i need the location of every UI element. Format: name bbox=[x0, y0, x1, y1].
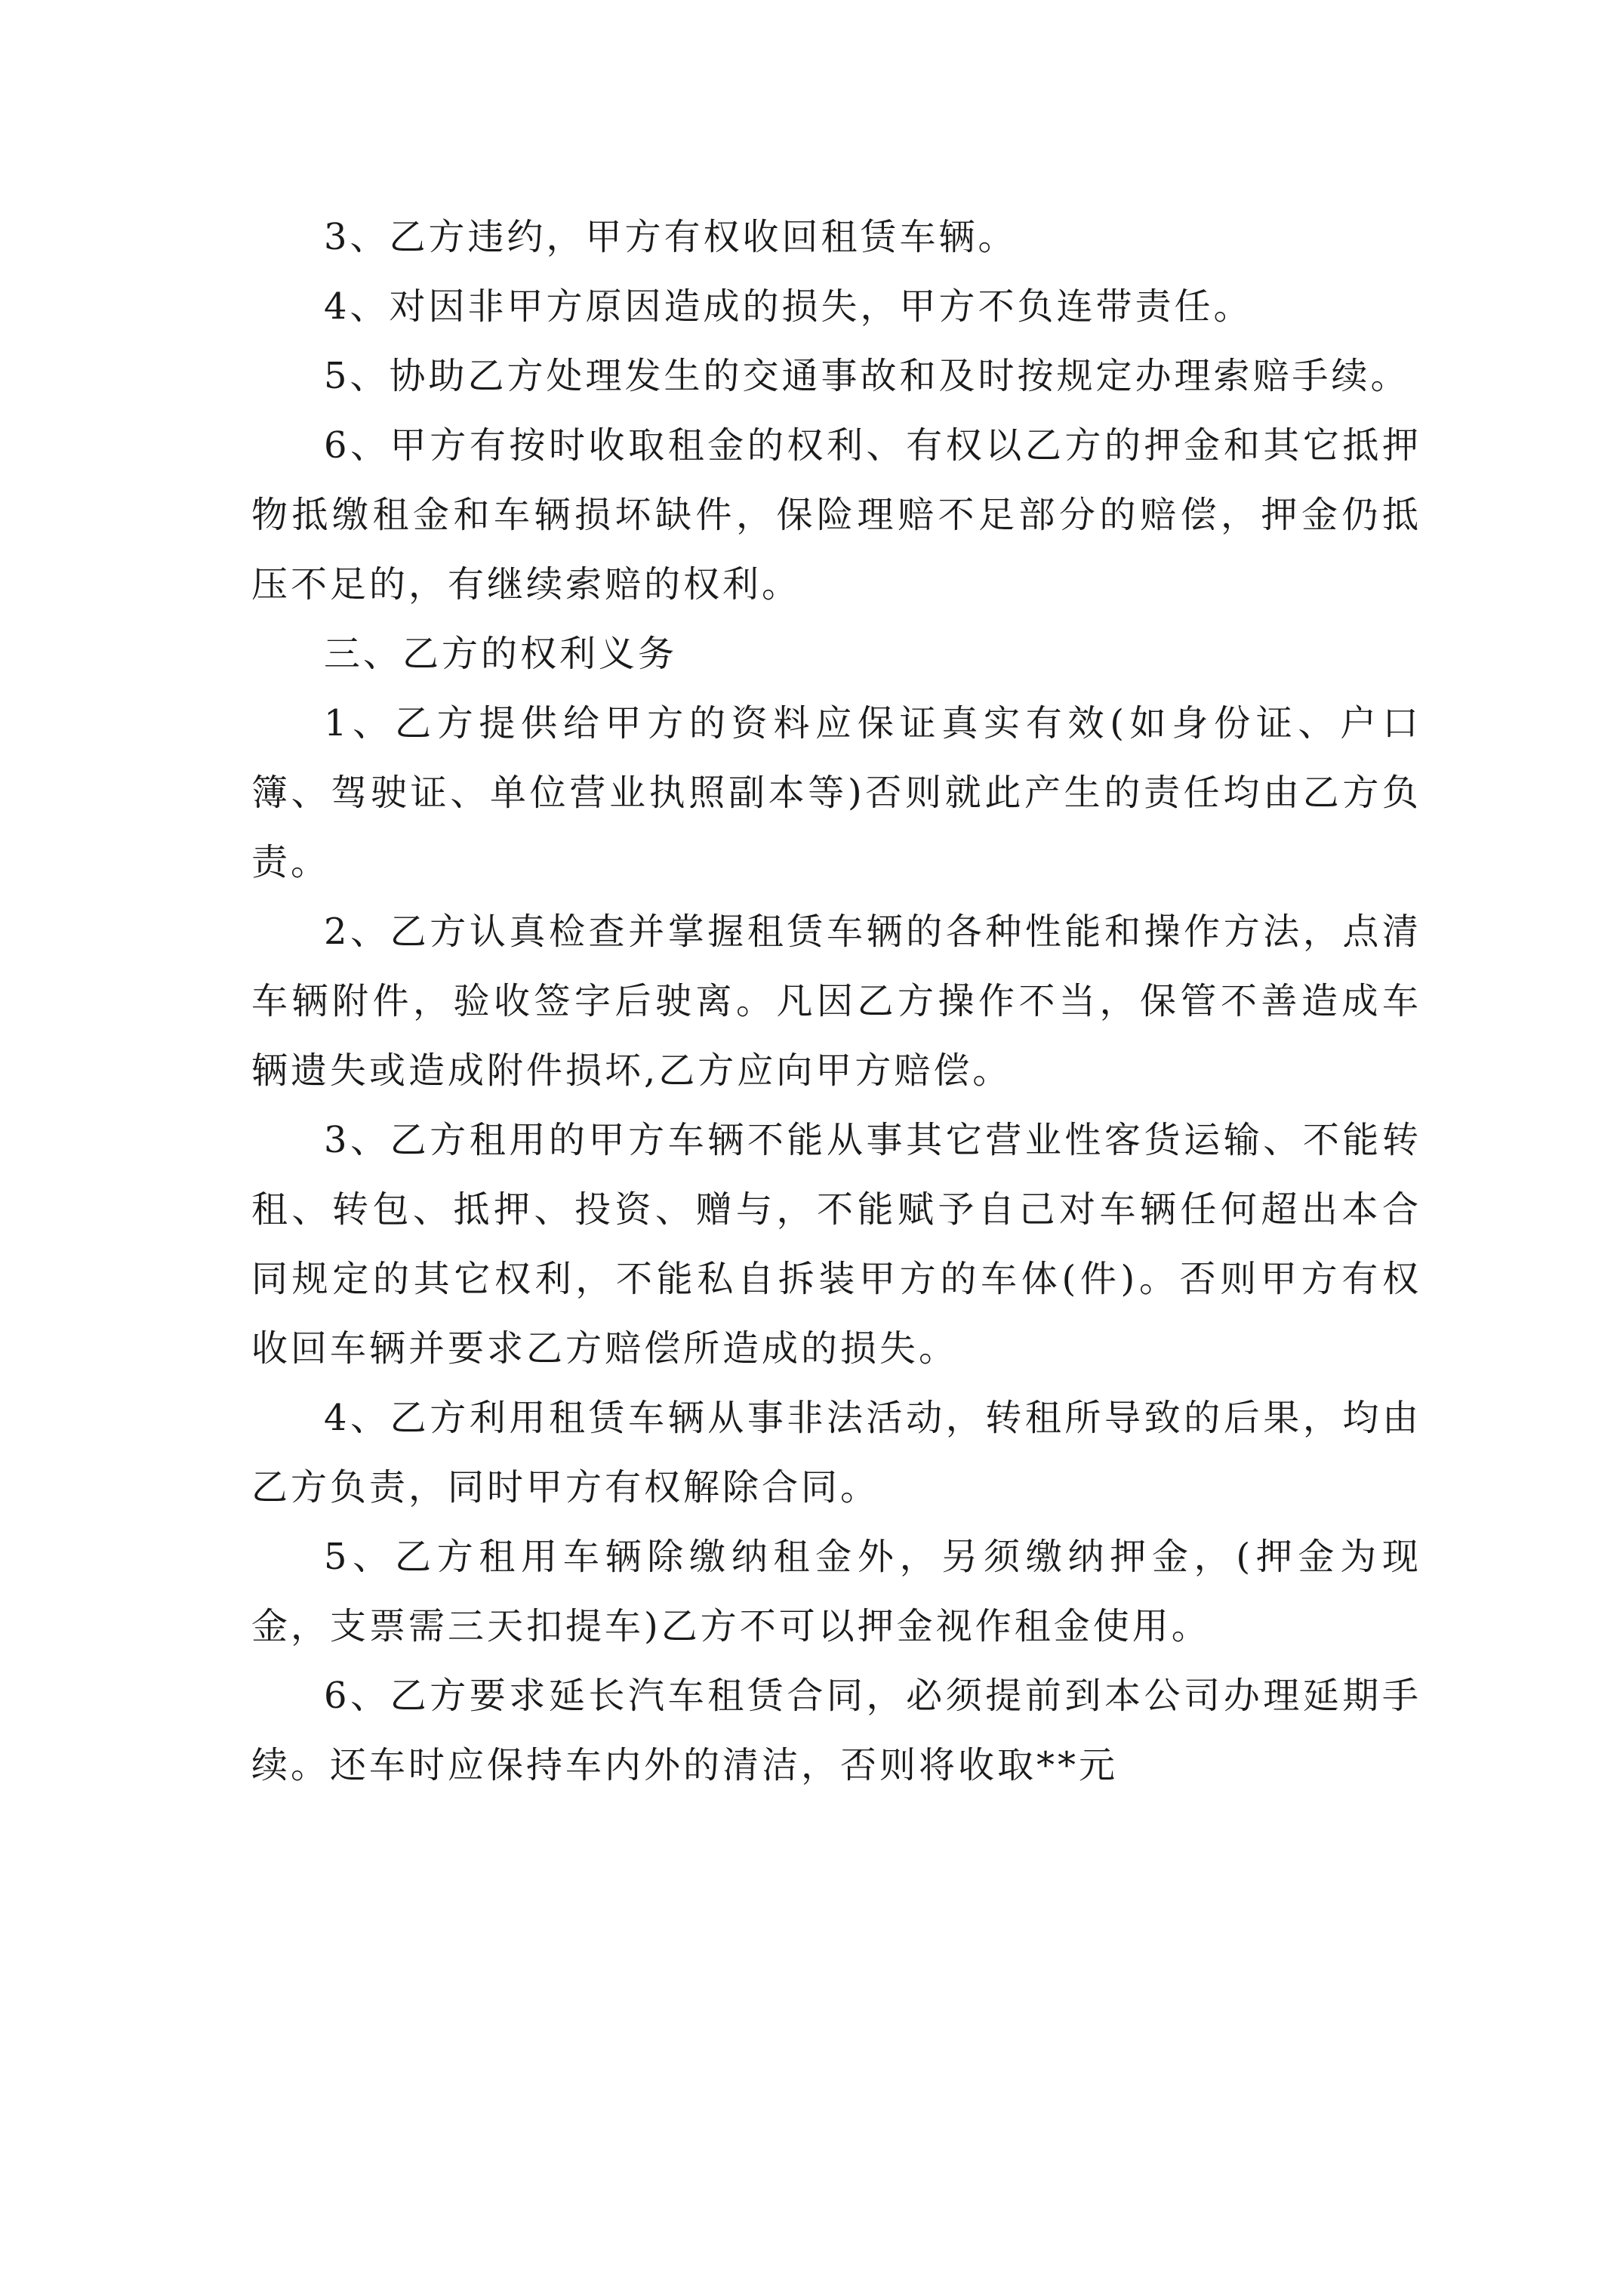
paragraph-clause-b3: 3、乙方租用的甲方车辆不能从事其它营业性客货运输、不能转租、转包、抵押、投资、赠与，不能赋予自己对车辆任何超出本合同规定的其它权利，不能私自拆装甲方的车体(件)。否则甲方有权收回车辆并要求乙方赔偿所造成的损失。 bbox=[251, 1119, 1421, 1370]
paragraph-clause-b4: 4、乙方利用租赁车辆从事非法活动，转租所导致的后果，均由乙方负责，同时甲方有权解除合同。 bbox=[251, 1397, 1421, 1509]
paragraph-clause-a5: 5、协助乙方处理发生的交通事故和及时按规定办理索赔手续。 bbox=[324, 355, 1410, 397]
paragraph-clause-a6: 6、甲方有按时收取租金的权利、有权以乙方的押金和其它抵押物抵缴租金和车辆损坏缺件，保险理赔不足部分的赔偿，押金仍抵压不足的，有继续索赔的权利。 bbox=[251, 424, 1421, 606]
section-heading-party-b: 三、乙方的权利义务 bbox=[324, 633, 678, 675]
document-body bbox=[251, 202, 1421, 1800]
paragraph-clause-b5: 5、乙方租用车辆除缴纳租金外，另须缴纳押金，(押金为现金，支票需三天扣提车)乙方不可以押金视作租金使用。 bbox=[251, 1536, 1421, 1647]
paragraph-clause-a3: 3、乙方违约，甲方有权收回租赁车辆。 bbox=[324, 216, 1018, 258]
paragraph-clause-b2: 2、乙方认真检查并掌握租赁车辆的各种性能和操作方法，点清车辆附件，验收签字后驶离。凡因乙方操作不当，保管不善造成车辆遗失或造成附件损坏,乙方应向甲方赔偿。 bbox=[251, 911, 1421, 1092]
paragraph-clause-b6: 6、乙方要求延长汽车租赁合同，必须提前到本公司办理延期手续。还车时应保持车内外的清洁，否则将收取**元 bbox=[251, 1675, 1421, 1786]
paragraph-clause-b1: 1、乙方提供给甲方的资料应保证真实有效(如身份证、户口簿、驾驶证、单位营业执照副本等)否则就此产生的责任均由乙方负责。 bbox=[251, 702, 1421, 883]
paragraph-clause-a4: 4、对因非甲方原因造成的损失，甲方不负连带责任。 bbox=[324, 285, 1253, 328]
